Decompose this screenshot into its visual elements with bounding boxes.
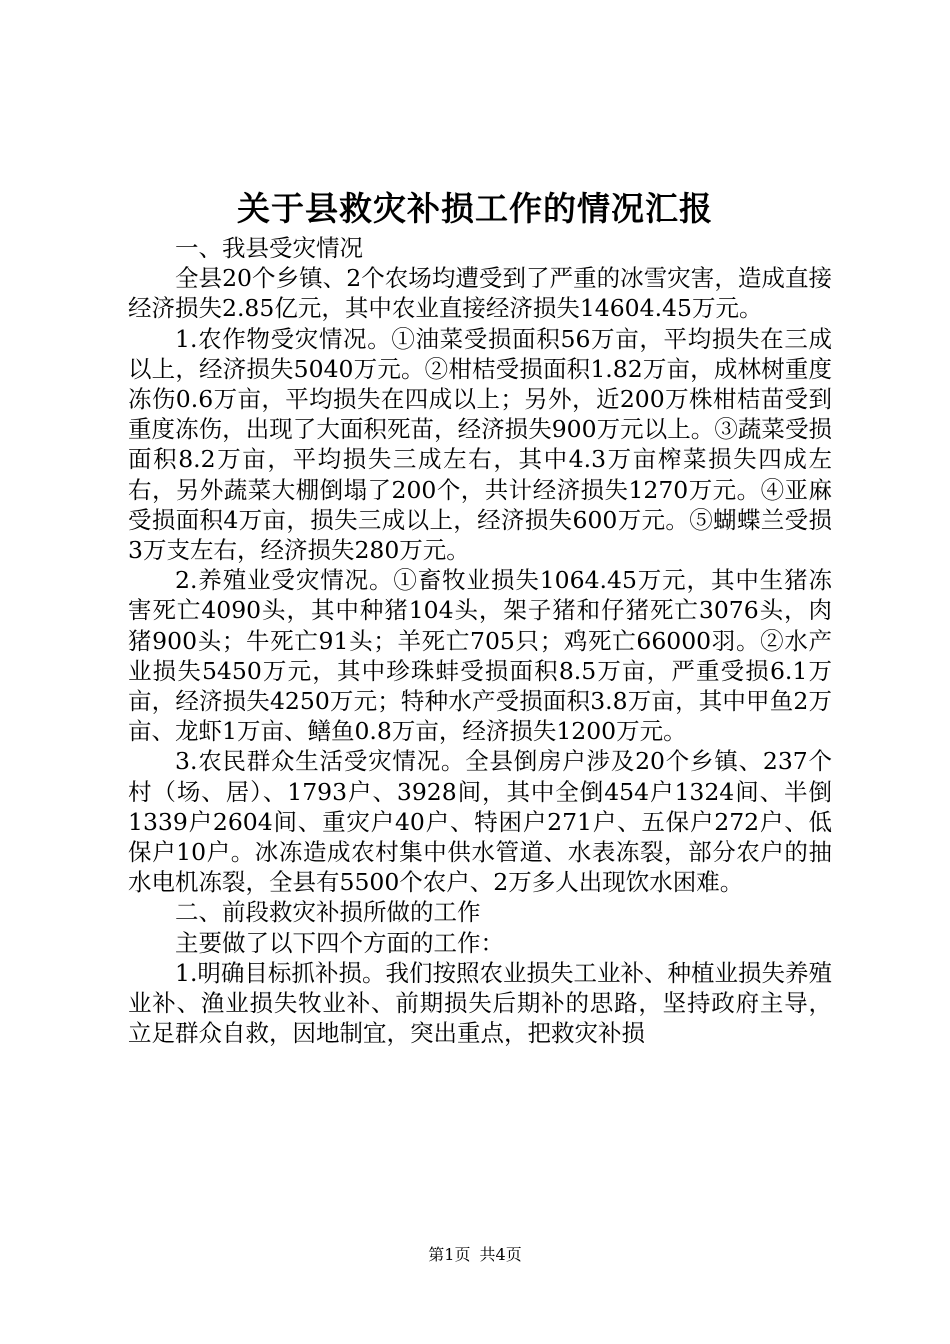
page-number: 第1页	[428, 1245, 471, 1264]
paragraph-work-1: 1.明确目标抓补损。我们按照农业损失工业补、种植业损失养殖业补、渔业损失牧业补、前期损失后期补的思路，坚持政府主导，立足群众自救，因地制宜，突出重点，把救灾补损	[128, 958, 832, 1048]
paragraph-overview: 全县20个乡镇、2个农场均遭受到了严重的冰雪灾害，造成直接经济损失2.85亿元，其中农业直接经济损失14604.45万元。	[128, 264, 832, 323]
paragraph-residents: 3.农民群众生活受灾情况。全县倒房户涉及20个乡镇、237个村（场、居）、1793户、3928间，其中全倒454户1324间、半倒1339户2604间、重灾户40户、特困户271户、五保户272户、低保户10户。冰冻造成农村集中供水管道、水表冻裂，部分农户的抽水电机冻裂，全县有5500个农户、2万多人出现饮水困难。	[128, 747, 832, 897]
page-total: 共4页	[479, 1245, 522, 1264]
section-heading-1: 一、我县受灾情况	[175, 234, 363, 262]
page-footer	[0, 1243, 950, 1267]
document-body	[128, 233, 832, 1048]
paragraph-livestock: 2.养殖业受灾情况。①畜牧业损失1064.45万元，其中生猪冻害死亡4090头，其中种猪104头，架子猪和仔猪死亡3076头，肉猪900头；牛死亡91头；羊死亡705只；鸡死亡66000羽。②水产业损失5450万元，其中珍珠蚌受损面积8.5万亩，严重受损6.1万亩，经济损失4250万元；特种水产受损面积3.8万亩，其中甲鱼2万亩、龙虾1万亩、鳝鱼0.8万亩，经济损失1200万元。	[128, 566, 832, 746]
paragraph-work-intro: 主要做了以下四个方面的工作：	[175, 928, 504, 957]
paragraph-crops: 1.农作物受灾情况。①油菜受损面积56万亩，平均损失在三成以上，经济损失5040万元。②柑桔受损面积1.82万亩，成林树重度冻伤0.6万亩，平均损失在四成以上；另外，近200万株柑桔苗受到重度冻伤，出现了大面积死苗，经济损失900万元以上。③蔬菜受损面积8.2万亩，平均损失三成左右，其中4.3万亩榨菜损失四成左右，另外蔬菜大棚倒塌了200个，共计经济损失1270万元。④亚麻受损面积4万亩，损失三成以上，经济损失600万元。⑤蝴蝶兰受损3万支左右，经济损失280万元。	[128, 324, 832, 565]
document-title: 关于县救灾补损工作的情况汇报	[237, 189, 713, 228]
section-heading-2: 二、前段救灾补损所做的工作	[175, 898, 481, 927]
